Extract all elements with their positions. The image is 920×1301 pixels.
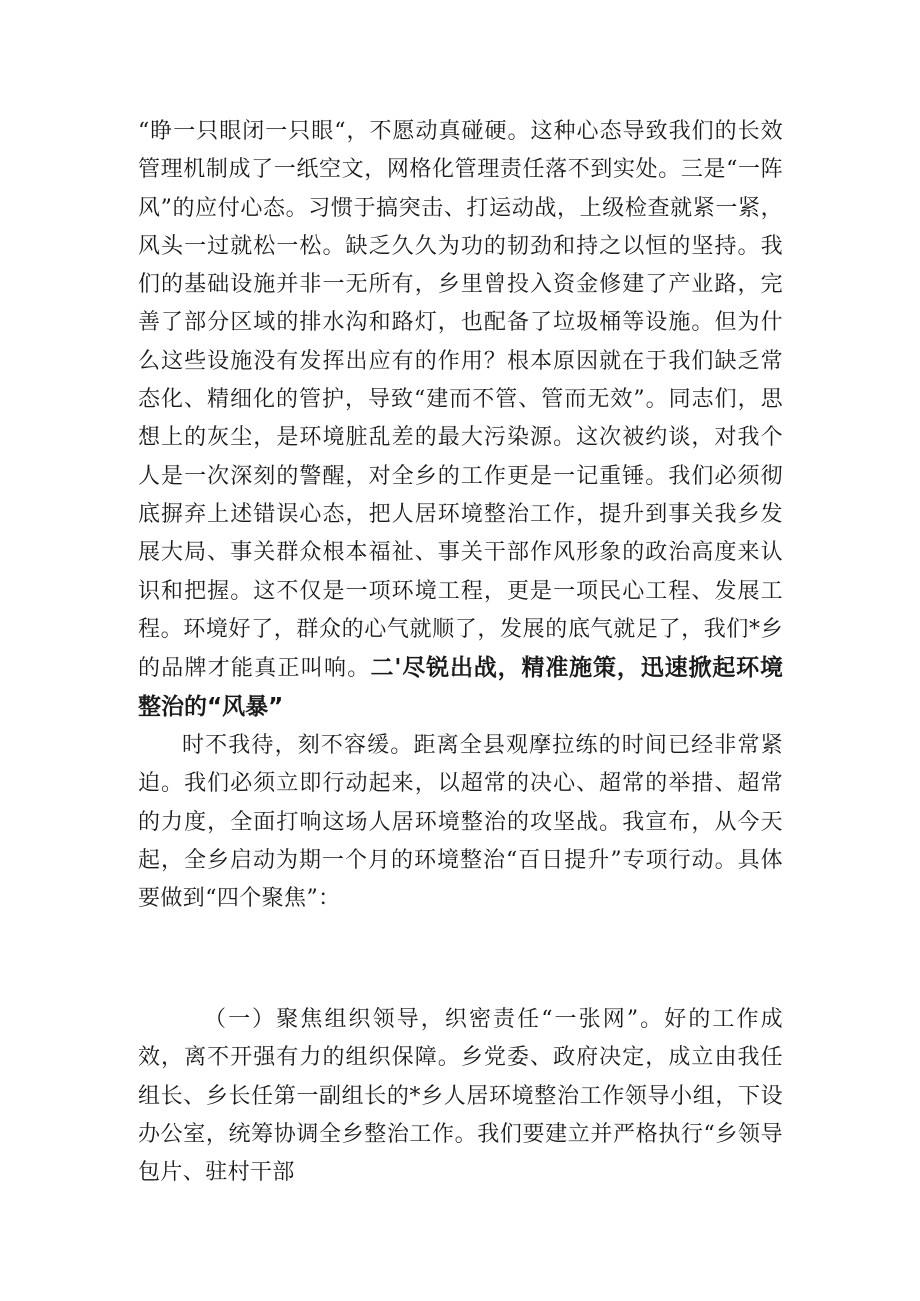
paragraph-1-text: “睁一只眼闭一只眼“，不愿动真碰硬。这种心态导致我们的长效管理机制成了一纸空文，网格化管理责任落不到实处。三是“一阵风”的应付心态。习惯于搞突击、打运动战，上级检查就紧一紧，风头一过就松一松。缺乏久久为功的韧劲和持之以恒的坚持。我们的基础设施并非一无所有，乡里曾投入资金修建了产业路，完善了部分区域的排水沟和路灯，也配备了垃圾桶等设施。但为什么这些设施没有发挥出应有的作用？根本原因就在于我们缺乏常态化、精细化的管护，导致“建而不管、管而无效”。同志们，思想上的灰尘，是环境脏乱差的最大污染源。这次被约谈，对我个人是一次深刻的警醒，对全乡的工作更是一记重锤。我们必须彻底摒弃上述错误心态，把人居环境整治工作，提升到事关我乡发展大局、事关群众根本福祉、事关干部作风形象的政治高度来认识和把握。这不仅是一项环境工程，更是一项民心工程、发展工程。环境好了，群众的心气就顺了，发展的底气就足了，我们*乡的品牌才能真正叫响。 (138, 119, 783, 682)
paragraph-1 (138, 113, 783, 728)
paragraph-3: （一）聚焦组织领导，织密责任“一张网”。好的工作成效，离不开强有力的组织保障。乡党委、政府决定，成立由我任组长、乡长任第一副组长的*乡人居环境整治工作领导小组，下设办公室，统筹协调全乡整治工作。我们要建立并严格执行“乡领导包片、驻村干部 (138, 1007, 783, 1186)
section-heading: 二'尽锐出战，精准施策，迅速掀起环境整治的“风暴” (138, 655, 783, 721)
paragraph-2: 时不我待，刻不容缓。距离全县观摩拉练的时间已经非常紧迫。我们必须立即行动起来，以超常的决心、超常的举措、超常的力度，全面打响这场人居环境整治的攻坚战。我宣布，从今天起，全乡启动为期一个月的环境整治“百日提升”专项行动。具体要做到“四个聚焦”： (138, 733, 783, 912)
